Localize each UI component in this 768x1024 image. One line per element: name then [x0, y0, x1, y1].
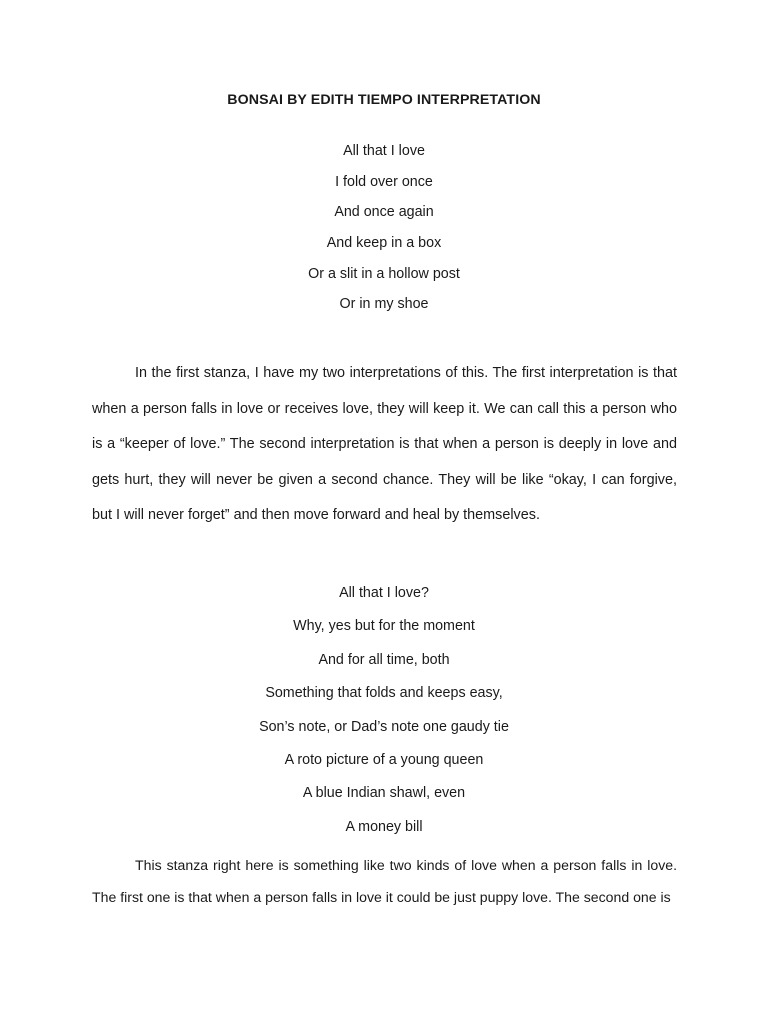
- poem-line: Or in my shoe: [339, 296, 429, 313]
- poem-stanza-2: [0, 584, 768, 851]
- poem-line: Why, yes but for the moment: [293, 618, 475, 635]
- poem-line: Or a slit in a hollow post: [308, 265, 460, 282]
- poem-line: All that I love: [343, 143, 425, 159]
- poem-line: Something that folds and keeps easy,: [265, 685, 503, 702]
- poem-line: I fold over once: [335, 173, 433, 190]
- poem-line: And keep in a box: [326, 235, 442, 252]
- poem-line: A blue Indian shawl, even: [302, 785, 466, 802]
- poem-line: A money bill: [345, 818, 423, 835]
- poem-line: All that I love?: [339, 585, 429, 601]
- poem-line: And for all time, both: [318, 651, 450, 668]
- document-title: BONSAI BY EDITH TIEMPO INTERPRETATION: [227, 92, 541, 108]
- poem-line: And once again: [334, 204, 434, 221]
- interpretation-paragraph-2: This stanza right here is something like two kinds of love when a person falls in love. The first one is that when a person falls in love it could be just puppy love. The second one is: [92, 857, 677, 905]
- poem-stanza-1: [0, 142, 768, 326]
- poem-line: Son’s note, or Dad’s note one gaudy tie: [259, 718, 509, 735]
- poem-line: A roto picture of a young queen: [284, 751, 484, 768]
- interpretation-paragraph-1: In the first stanza, I have my two interpretations of this. The first interpretation is that when a person falls in love or receives love, they will keep it. We can call this a person who is a “keeper of love.” The second interpretation is that when a person is deeply in love and gets hurt, they will never be given a second chance. They will be like “okay, I can forgive, but I will never forget” and then move forward and heal by themselves.: [92, 365, 677, 524]
